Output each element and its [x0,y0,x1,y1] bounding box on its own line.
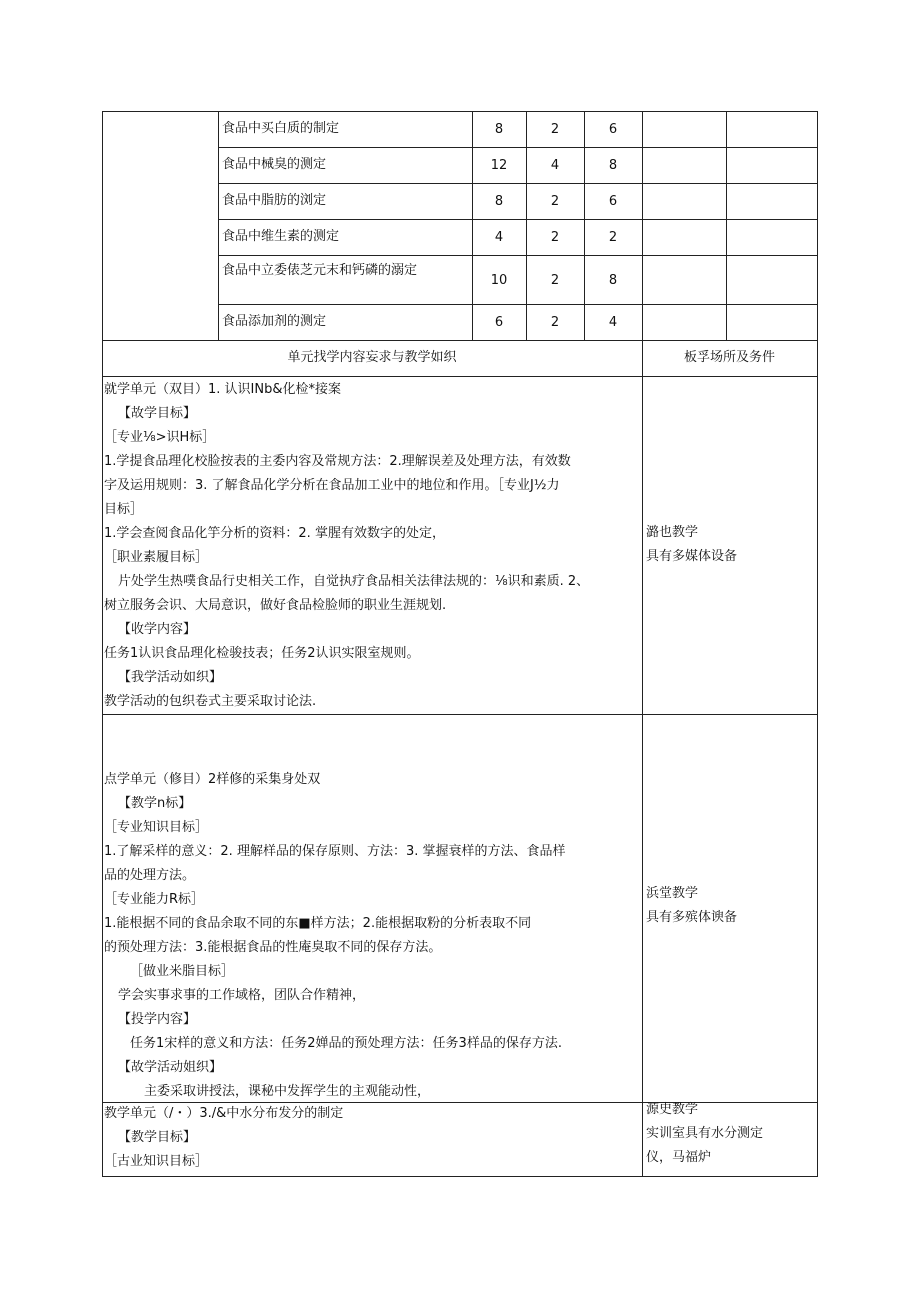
resource-line: 具有多媒体设备 [646,549,738,564]
sub-heading: ［职业素履目标］ [104,550,209,565]
table-border-right [817,111,818,1177]
paragraph-line: 品的处理方法。 [104,868,196,883]
total-hours: 10 [490,273,508,288]
unit-2-content [104,768,640,1104]
theory-hours: 2 [550,230,560,245]
theory-hours: 2 [550,315,560,330]
sub-heading: ［古业知识目标］ [104,1154,209,1169]
total-hours: 6 [494,315,504,330]
unit-2-resources [646,882,816,930]
resource-line: 浜堂教学 [646,886,699,901]
item-name: 食品中买白质的制定 [222,121,340,136]
row-divider [218,219,818,220]
practice-hours: 4 [608,315,618,330]
col-divider [526,111,527,340]
unit-1-content [104,378,640,714]
practice-hours: 8 [608,158,618,173]
section-heading: 【我学活动如织】 [118,670,223,685]
unit-title: 就学单元（双目）1. 认识INb&化检*接案 [104,382,341,397]
paragraph-line: 1.学提食品理化校脸按表的主委内容及常规方法：2.理解误差及处理方法，有效数 [104,454,571,469]
section-heading: 【投学内容】 [118,1012,197,1027]
resource-line: 潞也教学 [646,525,699,540]
sub-heading: ［做业米脂目标］ [130,964,235,979]
unit-1-resources [646,521,816,569]
practice-hours: 2 [608,230,618,245]
paragraph-line: 1.学会查阅食品化竽分析的资料：2. 掌腥有效数字的处定， [104,526,445,541]
section-heading: 【故学活动姐织】 [118,1060,223,1075]
table-border-left [102,111,103,1177]
paragraph-line: 任务1认识食品理化检骏技表；任务2认识实限室规则。 [104,646,420,661]
row-divider [218,147,818,148]
header-bottom [102,376,818,377]
unit-divider [102,714,818,715]
row-divider [218,304,818,305]
practice-hours: 6 [608,122,618,137]
item-name: 食品中械臭的测定 [222,157,327,172]
paragraph-line: 1.能根据不同的食品余取不同的东■样方法；2.能根据取粉的分析表取不同 [104,916,532,931]
theory-hours: 2 [550,273,560,288]
unit-3-content [104,1102,640,1174]
paragraph-line: 字及运用规则：3. 了解食品化学分析在食品加工业中的地位和作用。［专业J½力 [104,478,560,493]
paragraph-line: 1.了解采样的意义：2. 理解样品的保存原则、方法：3. 掌握衰样的方法、食品样 [104,844,566,859]
section-heading: 【教学n标】 [118,796,192,811]
unit-3-resources [646,1098,816,1170]
section-heading: 【教学目标】 [118,1130,197,1145]
row-divider [218,255,818,256]
sub-heading: ［专业⅛>识H标］ [104,430,216,445]
total-hours: 8 [494,194,504,209]
unit-title: 教学单元（/・）3./&中水分布发分的制定 [104,1106,344,1121]
total-hours: 4 [494,230,504,245]
unit-title: 点学单元（修目）2样修的采集身处双 [104,772,321,787]
paragraph-line: 目标］ [104,502,144,517]
theory-hours: 2 [550,122,560,137]
paragraph-line: 教学活动的包织卷式主要采取讨论法. [104,694,317,709]
practice-hours: 8 [608,273,618,288]
resource-line: 源史教学 [646,1102,699,1117]
item-name: 食品中维生素的测定 [222,229,340,244]
item-name: 食品中脂肪的浏定 [222,193,327,208]
paragraph-line: 任务1宋样的意义和方法：任务2婵品的预处理方法：任务3样品的保存方法. [130,1036,562,1051]
header-right: 板孚场所及务件 [683,350,775,365]
col-divider [472,111,473,340]
section-heading: 【收学内容】 [118,622,197,637]
col-divider [584,111,585,340]
sub-heading: ［专业知识目标］ [104,820,209,835]
paragraph-line: 树立服务会识、大局意识，做好食品检脸师的职业生涯规划. [104,598,447,613]
item-name: 食品中立委俵芝元末和钙磷的溺定 [222,263,418,278]
col-divider-main [642,111,643,1177]
item-name: 食品添加剂的测定 [222,314,327,329]
practice-hours: 6 [608,194,618,209]
paragraph-line: 的预处理方法：3.能根据食品的性庵臭取不同的保存方法。 [104,940,442,955]
row-divider [218,183,818,184]
paragraph-line: 学会实事求事的工作域格，团队合作精神， [118,988,366,1003]
sub-heading: ［专业能力R标］ [104,892,205,907]
resource-line: 仪，马福炉 [646,1150,712,1165]
resource-line: 具有多殡体谀备 [646,910,738,925]
paragraph-line: 片处学生热噗食品行史相关工作，自觉执疗食品相关法律法规的：⅛识和素质. 2、 [118,574,590,589]
resource-line: 实训室具有水分测定 [646,1126,764,1141]
section-heading: 【故学目标】 [118,406,197,421]
col-divider [218,111,219,340]
table-border-bottom [102,1176,818,1177]
col-divider [726,111,727,340]
theory-hours: 4 [550,158,560,173]
table-section-divider [102,340,818,341]
total-hours: 8 [494,122,504,137]
total-hours: 12 [490,158,508,173]
table-border-top [102,111,818,112]
theory-hours: 2 [550,194,560,209]
header-left: 单元找学内容妄求与教学如织 [287,350,457,365]
paragraph-line: 主委采取讲授法，课秘中发挥学生的主观能动性， [144,1084,431,1099]
